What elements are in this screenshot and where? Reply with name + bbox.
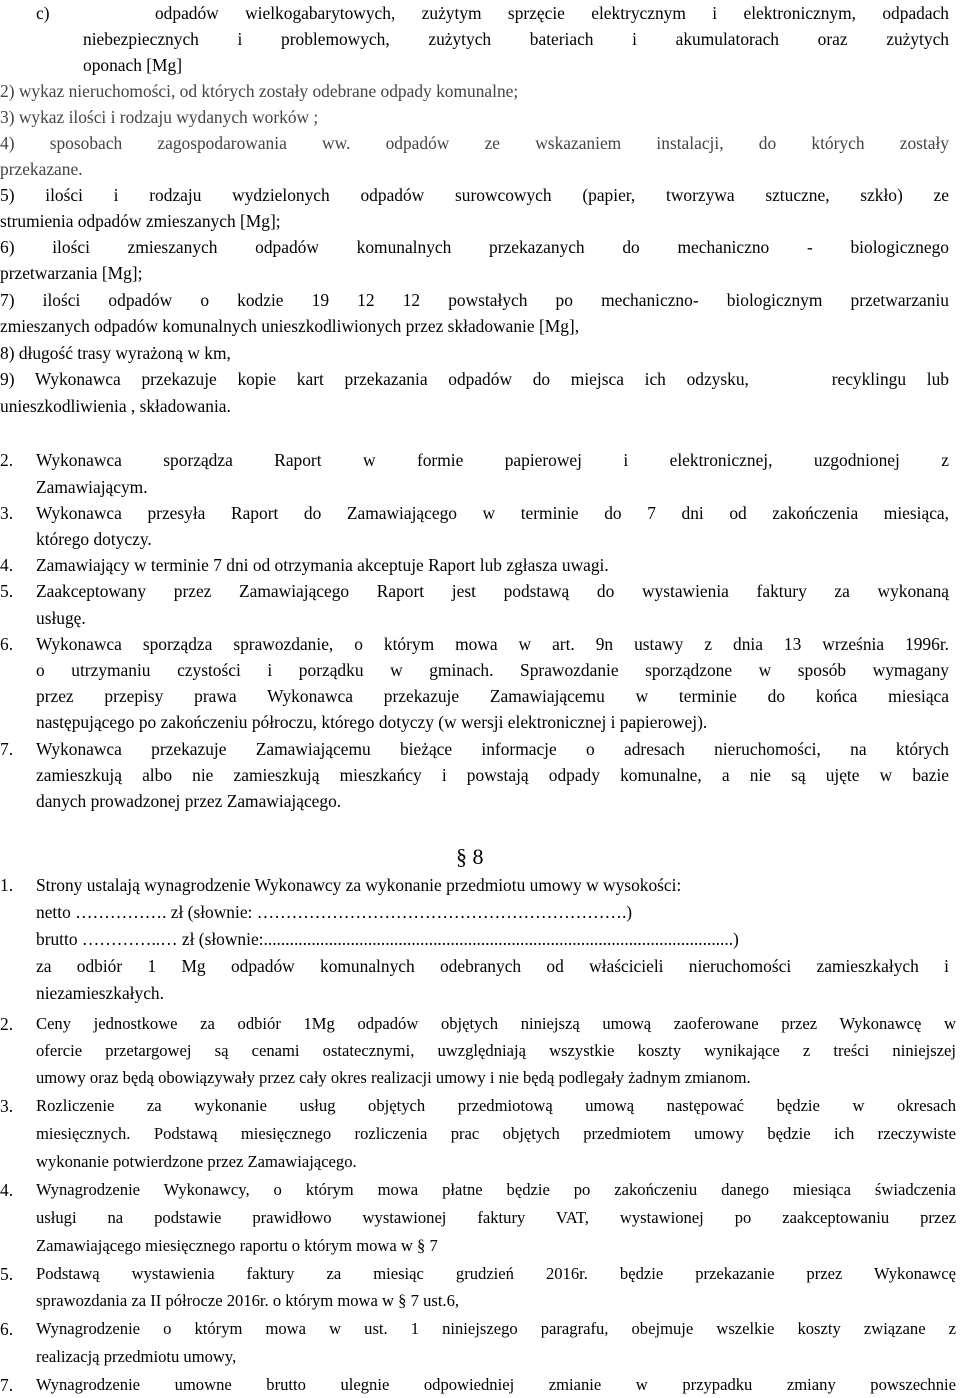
point-3-line-1: Wykonawca przesyła Raport do Zamawiającego w terminie do 7 dni od zakończenia miesiąca,: [36, 503, 949, 523]
s8-point-5-line-2: sprawozdania za II półrocze 2016r. o którym mowa w § 7 ust.6,: [36, 1291, 460, 1310]
net-amount-line: netto ……………. zł (słownie: ……………………………………………………….): [36, 902, 633, 922]
point-2-number: 2.: [0, 450, 14, 470]
s8-point-4-number: 4.: [0, 1180, 14, 1200]
point-7-line-1: Wykonawca przekazuje Zamawiającemu bieżące informacje o adresach nieruchomości, na których: [36, 739, 949, 759]
point-6-line-2: o utrzymaniu czystości i porządku w gminach. Sprawozdanie sporządzone w sposób wymagany: [36, 660, 949, 680]
list-item-8: 8) długość trasy wyrażoną w km,: [0, 343, 231, 363]
point-4-number: 4.: [0, 555, 14, 575]
s8-point-4-line-1: Wynagrodzenie Wykonawcy, o którym mowa płatne będzie po zakończeniu danego miesiąca świadczenia: [36, 1180, 956, 1199]
s8-point-6-line-2: realizacją przedmiotu umowy,: [36, 1347, 237, 1366]
point-3-number: 3.: [0, 503, 14, 523]
point-2-line-1: Wykonawca sporządza Raport w formie papierowej i elektronicznej, uzgodnionej z: [36, 450, 949, 470]
s8-point-3-line-3: wykonanie potwierdzone przez Zamawiającego.: [36, 1152, 357, 1171]
s8-point-3-number: 3.: [0, 1096, 14, 1116]
s8-point-3-line-1: Rozliczenie za wykonanie usług objętych przedmiotową umową następować będzie w okresach: [36, 1096, 956, 1115]
point-6-line-1: Wykonawca sporządza sprawozdanie, o którym mowa w art. 9n ustawy z dnia 13 września 1996r.: [36, 634, 949, 654]
gross-amount-line: brutto …………..… zł (słownie:............................................................................................................): [36, 929, 739, 949]
point-5-number: 5.: [0, 581, 14, 601]
point-5-line-1: Zaakceptowany przez Zamawiającego Raport jest podstawą do wystawienia faktury za wykonaną: [36, 581, 949, 601]
point-6-number: 6.: [0, 634, 14, 654]
list-item-9-line-1: 9) Wykonawca przekazuje kopie kart przekazania odpadów do miejsca ich odzysku, recyklingu lub: [0, 369, 949, 389]
point-4-line-1: Zamawiający w terminie 7 dni od otrzymania akceptuje Raport lub zgłasza uwagi.: [36, 555, 609, 575]
list-item-7-line-2: zmieszanych odpadów komunalnych unieszkodliwionych przez składowanie [Mg],: [0, 316, 580, 336]
list-item-6-line-1: 6) ilości zmieszanych odpadów komunalnych przekazanych do mechaniczno - biologicznego: [0, 237, 949, 257]
s8-point-1-line-4: za odbiór 1 Mg odpadów komunalnych odebranych od właścicieli nieruchomości zamieszkałych i: [36, 956, 949, 976]
s8-point-4-line-2: usługi na podstawie prawidłowo wystawionej faktury VAT, wystawionej po zaakceptowaniu przez: [36, 1208, 956, 1227]
list-item-7-line-1: 7) ilości odpadów o kodzie 19 12 12 powstałych po mechaniczno- biologicznym przetwarzaniu: [0, 290, 949, 310]
s8-point-1-line-5: niezamieszkałych.: [36, 983, 164, 1003]
point-7-number: 7.: [0, 739, 14, 759]
s8-point-3-line-2: miesięcznych. Podstawą miesięcznego rozliczenia prac objętych przedmiotem umowy będzie ich rzeczywiste: [36, 1124, 956, 1143]
s8-point-7-number: 7.: [0, 1375, 14, 1395]
point-6-line-3: przez przepisy prawa Wykonawca przekazuje Zamawiającemu w terminie do końca miesiąca: [36, 686, 949, 706]
item-c-line-2: niebezpiecznych i problemowych, zużytych bateriach i akumulatorach oraz zużytych: [83, 29, 949, 49]
point-2-line-2: Zamawiającym.: [36, 477, 148, 497]
s8-point-5-line-1: Podstawą wystawienia faktury za miesiąc grudzień 2016r. będzie przekazanie przez Wykonawcę: [36, 1264, 956, 1283]
s8-point-4-line-3: Zamawiającego miesięcznego raportu o którym mowa w § 7: [36, 1236, 438, 1255]
list-item-5-line-1: 5) ilości i rodzaju wydzielonych odpadów surowcowych (papier, tworzywa sztuczne, szkło) ze: [0, 185, 949, 205]
s8-point-1-number: 1.: [0, 875, 14, 895]
s8-point-2-line-3: umowy oraz będą obowiązywały przez cały okres realizacji umowy i nie będą podlegały żadnym zmianom.: [36, 1068, 751, 1087]
list-item-4-line-2: przekazane.: [0, 159, 83, 179]
point-6-line-4: następującego po zakończeniu półroczu, którego dotyczy (w wersji elektronicznej i papierowej).: [36, 712, 708, 732]
list-item-9-line-2: unieszkodliwienia , składowania.: [0, 396, 231, 416]
point-3-line-2: którego dotyczy.: [36, 529, 152, 549]
s8-point-1-line-1: Strony ustalają wynagrodzenie Wykonawcy za wykonanie przedmiotu umowy w wysokości:: [36, 875, 682, 895]
s8-point-7-line-1: Wynagrodzenie umowne brutto ulegnie odpowiedniej zmianie w przypadku zmiany powszechnie: [36, 1375, 956, 1394]
list-item-5-line-2: strumienia odpadów zmieszanych [Mg];: [0, 211, 281, 231]
s8-point-6-line-1: Wynagrodzenie o którym mowa w ust. 1 niniejszego paragrafu, obejmuje wszelkie koszty związane z: [36, 1319, 956, 1338]
s8-point-5-number: 5.: [0, 1264, 14, 1284]
point-5-line-2: usługę.: [36, 608, 86, 628]
point-7-line-3: danych prowadzonej przez Zamawiającego.: [36, 791, 342, 811]
point-7-line-2: zamieszkują albo nie zamieszkują mieszkańcy i powstają odpady komunalne, a nie są ujęte w bazie: [36, 765, 949, 785]
s8-point-6-number: 6.: [0, 1319, 14, 1339]
s8-point-2-line-1: Ceny jednostkowe za odbiór 1Mg odpadów objętych niniejszą umową zaoferowane przez Wykonawcę w: [36, 1014, 956, 1033]
list-item-2: 2) wykaz nieruchomości, od których zostały odebrane odpady komunalne;: [0, 81, 519, 101]
section-heading: § 8: [456, 844, 484, 869]
list-item-4-line-1: 4) sposobach zagospodarowania ww. odpadów ze wskazaniem instalacji, do których zostały: [0, 133, 949, 153]
list-item-6-line-2: przetwarzania [Mg];: [0, 263, 143, 283]
list-item-3: 3) wykaz ilości i rodzaju wydanych worków ;: [0, 107, 319, 127]
item-c-line-3: oponach [Mg]: [83, 55, 183, 75]
s8-point-2-line-2: ofercie przetargowej są cenami ostatecznymi, uwzględniają wszystkie koszty wynikające z treści niniejszej: [36, 1041, 956, 1060]
item-c-line-1: c) odpadów wielkogabarytowych, zużytym sprzęcie elektrycznym i elektronicznym, odpadach: [36, 3, 949, 23]
s8-point-2-number: 2.: [0, 1014, 14, 1034]
